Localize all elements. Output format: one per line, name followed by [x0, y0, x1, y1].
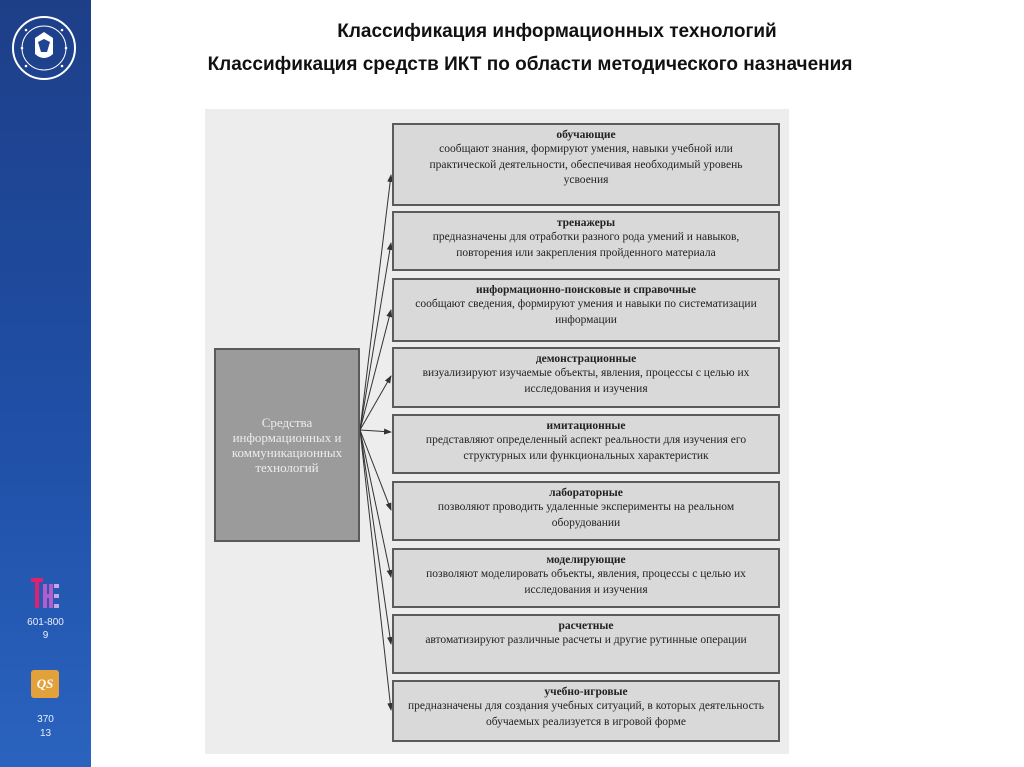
- category-title: учебно-игровые: [544, 686, 628, 698]
- arrow-7: [360, 430, 391, 577]
- the-rank: 601-800: [27, 617, 64, 628]
- category-title: информационно-поисковые и справочные: [476, 284, 696, 296]
- category-box-8: [392, 614, 780, 674]
- category-box-3: [392, 278, 780, 342]
- category-title: моделирующие: [546, 554, 626, 566]
- category-box-1: [392, 123, 780, 206]
- qs-rank-sub: 13: [39, 728, 52, 739]
- category-title: расчетные: [558, 620, 614, 632]
- arrow-3: [360, 310, 391, 430]
- arrow-9: [360, 430, 391, 710]
- the-rank-sub: 9: [42, 630, 49, 641]
- category-title: лабораторные: [549, 487, 623, 499]
- category-box-7: [392, 548, 780, 608]
- category-description: позволяют моделировать объекты, явления, процессы с целью их исследования и изучения: [426, 568, 746, 596]
- category-box-6: [392, 481, 780, 541]
- arrow-2: [360, 243, 391, 430]
- category-title: обучающие: [556, 129, 616, 141]
- category-box-5: [392, 414, 780, 474]
- category-description: визуализируют изучаемые объекты, явления, процессы с целью их исследования и изучения: [422, 367, 750, 395]
- category-box-2: [392, 211, 780, 271]
- page-subtitle: Классификация средств ИКТ по области методического назначения: [207, 54, 853, 75]
- source-box: [214, 348, 360, 542]
- arrow-1: [360, 175, 391, 430]
- arrow-8: [360, 430, 391, 644]
- category-title: тренажеры: [556, 217, 616, 229]
- qs-ranking-icon: QS: [31, 670, 59, 698]
- category-description: автоматизируют различные расчеты и другие рутинные операции: [425, 634, 747, 646]
- category-description: предназначены для создания учебных ситуаций, в которых деятельность обучаемых реализуется в игровой форме: [408, 700, 764, 728]
- category-title: имитационные: [546, 420, 626, 432]
- arrow-5: [360, 430, 391, 432]
- category-description: предназначены для отработки разного рода умений и навыков, повторения или закрепления пройденного материала: [432, 231, 740, 259]
- category-box-9: [392, 680, 780, 742]
- page-title: Классификация информационных технологий: [337, 21, 777, 42]
- category-title: демонстрационные: [535, 353, 637, 365]
- source-label: Средства информационных и коммуникационных технологий: [231, 415, 343, 475]
- qs-rank: 370: [37, 714, 54, 725]
- category-description: представляют определенный аспект реальности для изучения его структурных или функциональных характеристик: [425, 434, 747, 462]
- category-box-4: [392, 347, 780, 408]
- category-description: позволяют проводить удаленные эксперименты на реальном оборудовании: [437, 501, 735, 529]
- category-description: сообщают знания, формируют умения, навыки учебной или практической деятельности, обеспечивая необходимый уровень усвоения: [429, 143, 743, 186]
- category-description: сообщают сведения, формируют умения и навыки по систематизации информации: [415, 298, 757, 326]
